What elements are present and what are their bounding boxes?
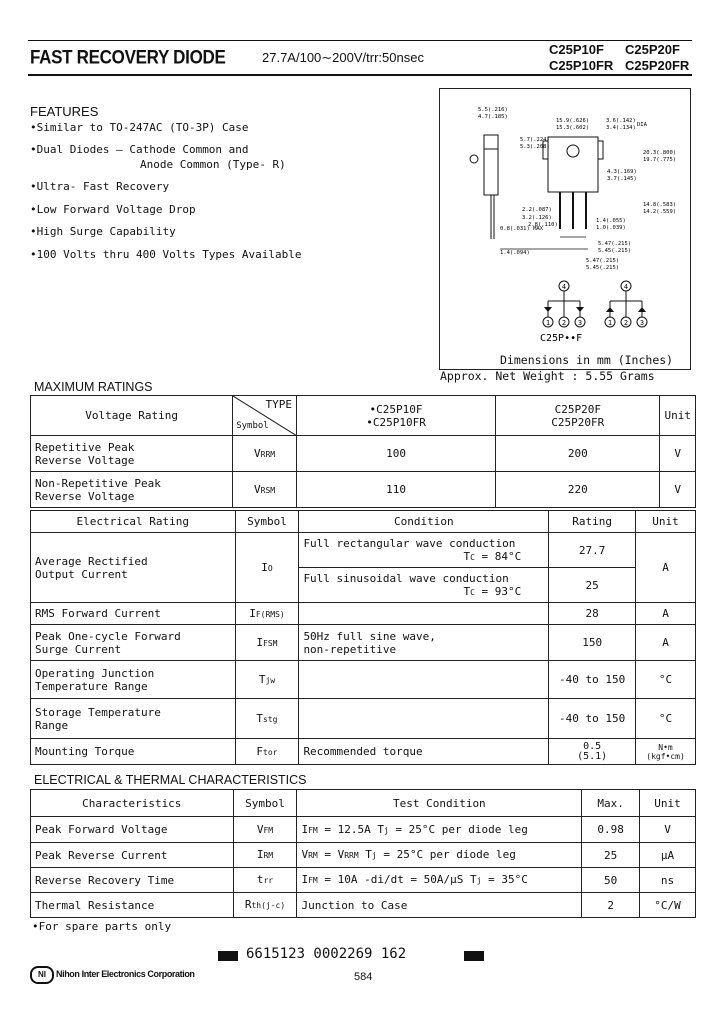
dim-label: 5.3(.208) (520, 144, 550, 150)
elec-thermal-table (30, 789, 696, 918)
dim-label: 19.7(.775) (643, 157, 677, 163)
dim-label: 2.2(.087) (522, 207, 552, 213)
feature-item: •Similar to TO-247AC (TO-3P) Case (30, 121, 249, 134)
part-number-4: C25P20FR (625, 58, 690, 73)
dim-label: 4.3(.169) (607, 169, 637, 175)
table-row: Repetitive Peak Reverse Voltage VRRM 100 200 V (31, 436, 696, 472)
barcode-right-bar (464, 951, 484, 961)
dim-label: 3.4(.134) (606, 125, 636, 131)
symbol-label: Symbol (236, 421, 269, 431)
pin-label: 2 (623, 319, 629, 327)
pin-label: 2 (561, 319, 567, 327)
table-row: Average Rectified Output Current IO Full rectangular wave conduction TC = 84°C 27.7 A (31, 533, 696, 568)
max-ratings-voltage-table (30, 395, 696, 508)
dim-label: 1.0(.039) (596, 225, 626, 231)
pin-label: 4 (561, 283, 567, 291)
table-header-row: Electrical Rating Symbol Condition Rating Unit (31, 511, 696, 533)
dim-label: 5.45(.215) (586, 265, 620, 271)
part-number-2: C25P20F (625, 42, 680, 57)
max-ratings-heading: MAXIMUM RATINGS (34, 380, 153, 394)
feature-item: •Ultra- Fast Recovery (30, 180, 170, 193)
table-row: Operating Junction Temperature Range Tjw -40 to 150 °C (31, 661, 696, 699)
dim-label: 3.6(.142) (606, 118, 636, 124)
net-weight: Approx. Net Weight : 5.55 Grams (440, 369, 655, 383)
dim-label: 3.7(.145) (607, 176, 637, 182)
part-number-3: C25P10FR (549, 58, 614, 73)
dim-label: 2.8(.110) (528, 222, 558, 228)
table-row: Mounting Torque Ftor Recommended torque 0.5 (5.1) N•m (kgf•cm) (31, 739, 696, 765)
table-row: Reverse Recovery Time trr IFM = 10A -di/dt = 50A/μS Tj = 35°C 50 ns (31, 868, 696, 893)
barcode-text: 6615123 0002269 162 (246, 946, 407, 962)
dim-label: 5.7(.224) (520, 137, 550, 143)
dim-label: 0.8(.031) MAX (500, 226, 544, 232)
table-row: Peak Forward Voltage VFM IFM = 12.5A Tj = 25°C per diode leg 0.98 V (31, 817, 696, 843)
feature-item: •Low Forward Voltage Drop (30, 203, 196, 216)
pin-label: 3 (639, 319, 645, 327)
feature-item: •100 Volts thru 400 Volts Types Available (30, 248, 302, 261)
elec-thermal-heading: ELECTRICAL & THERMAL CHARACTERISTICS (34, 773, 307, 787)
table-row: Non-Repetitive Peak Reverse Voltage VRSM 110 220 V (31, 472, 696, 508)
table-row: Peak Reverse Current IRM VRM = VRRM Tj = 25°C per diode leg 25 μA (31, 843, 696, 868)
feature-item: •Dual Diodes – Cathode Common and (30, 143, 249, 156)
dim-label: DIA (637, 122, 647, 128)
package-outline-drawing (440, 89, 690, 369)
dim-label: 1.4(.094) (500, 250, 530, 256)
table-row: RMS Forward Current IF(RMS) 28 A (31, 603, 696, 625)
feature-item-cont: Anode Common (Type- R) (140, 158, 286, 171)
voltage-rating-header: Voltage Rating (31, 396, 233, 436)
dim-label: 14.2(.559) (643, 209, 677, 215)
table-row: Thermal Resistance Rth(j-c) Junction to Case 2 °C/W (31, 893, 696, 918)
dim-label: 5.47(.215) (598, 241, 632, 247)
dim-label: 15.9(.626) (556, 118, 590, 124)
table-row: Full sinusoidal wave conduction TC = 93°C 25 (31, 568, 696, 603)
unit-header: Unit (660, 396, 696, 436)
company-logo: NI (30, 966, 54, 984)
company-name: Nihon Inter Electronics Corporation (56, 969, 195, 979)
dim-label: 20.3(.800) (643, 150, 677, 156)
dim-label: 3.2(.126) (522, 215, 552, 221)
dimensions-caption: Dimensions in mm (Inches) (500, 353, 674, 367)
dim-label: 14.8(.583) (643, 202, 677, 208)
table-row: Peak One-cycle Forward Surge Current IFSM 50Hz full sine wave, non-repetitive 150 A (31, 625, 696, 661)
type-col-1: •C25P10F •C25P10FR (296, 396, 495, 436)
page-number: 584 (354, 971, 373, 983)
pin-label: 1 (545, 319, 551, 327)
dim-label: 5.5(.216) (478, 107, 508, 113)
feature-item: •High Surge Capability (30, 225, 176, 238)
type-symbol-header (233, 396, 297, 436)
part-number-1: C25P10F (549, 42, 604, 57)
features-heading: FEATURES (30, 104, 99, 119)
table-row: Storage Temperature Range Tstg -40 to 150 °C (31, 699, 696, 739)
spare-parts-note: •For spare parts only (32, 920, 172, 933)
doc-title: FAST RECOVERY DIODE (30, 46, 226, 68)
barcode-left-bar (218, 951, 238, 961)
dim-label: 5.45(.215) (598, 248, 632, 254)
pin-label: 4 (623, 283, 629, 291)
doc-subtitle: 27.7A/100∼200V/trr:50nsec (262, 50, 424, 65)
dim-label: 5.47(.215) (586, 258, 620, 264)
electrical-ratings-table (30, 510, 696, 765)
type-label: TYPE (265, 398, 292, 411)
dim-label: 4.7(.185) (478, 114, 508, 120)
dim-label: 15.3(.602) (556, 125, 590, 131)
table-header-row: Characteristics Symbol Test Condition Max. Unit (31, 790, 696, 817)
dim-label: 1.4(.055) (596, 218, 626, 224)
type-col-2: C25P20F C25P20FR (496, 396, 660, 436)
variant-label: C25P••F (540, 333, 583, 344)
pin-label: 1 (607, 319, 613, 327)
pin-label: 3 (577, 319, 583, 327)
dimensions-drawing-box (439, 88, 691, 370)
